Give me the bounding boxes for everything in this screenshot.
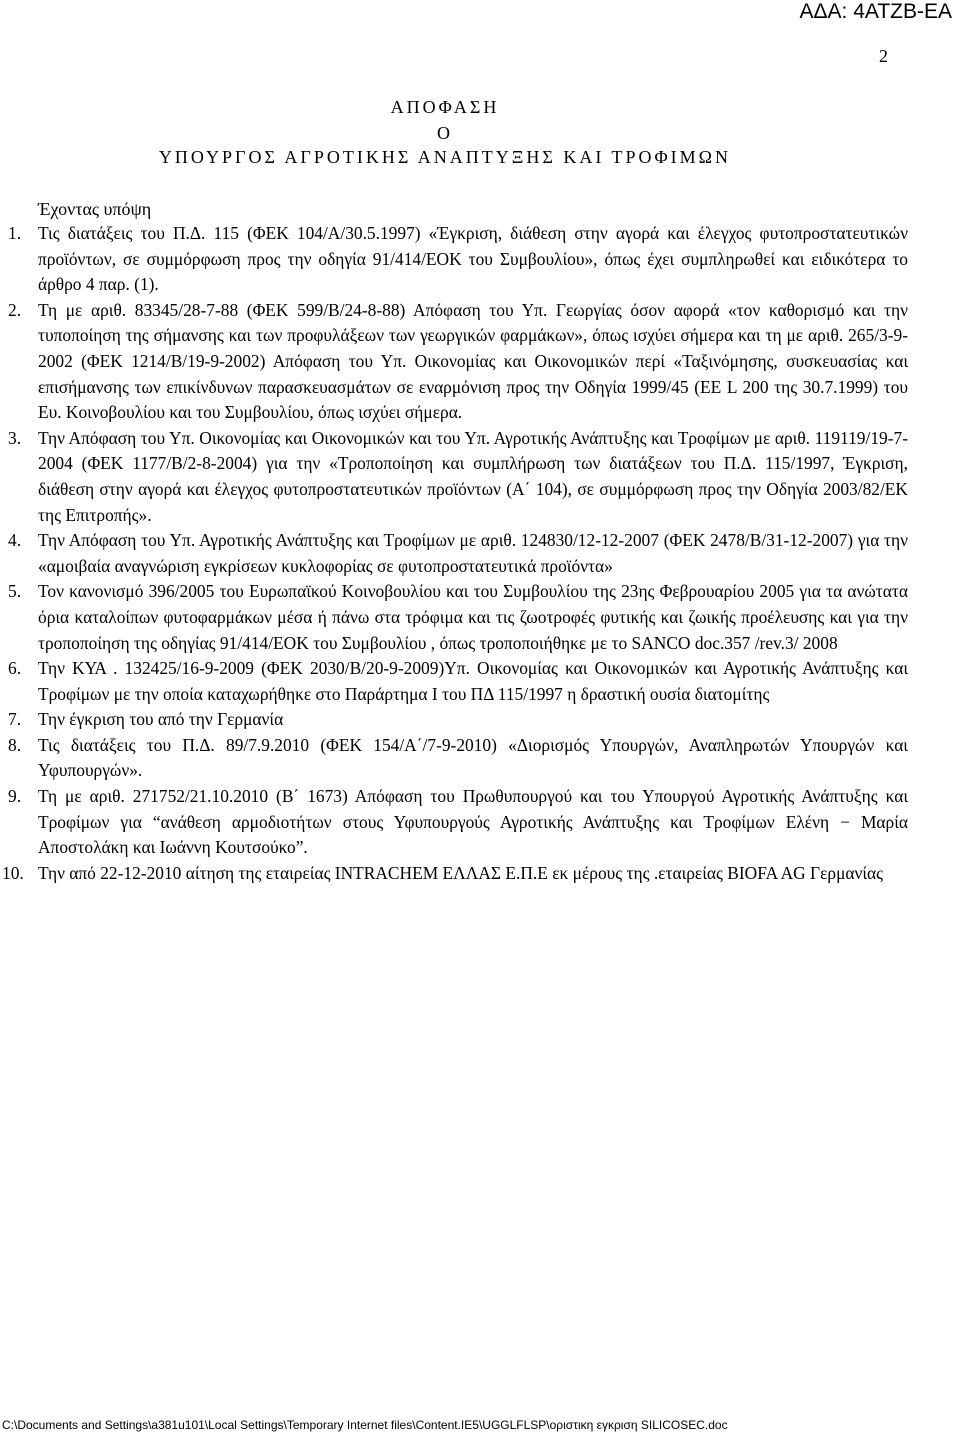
page-number: 2: [879, 46, 888, 66]
item-text: Την ΚΥΑ . 132425/16-9-2009 (ΦΕΚ 2030/Β/20-9-2009)Υπ. Οικονομίας και Οικονομικών και Αγροτικής Ανάπτυξης και Τροφίμων με την οποία καταχωρήθηκε στο Παράρτημα Ι του ΠΔ 115/1997 η δραστική ουσία διατομίτης: [38, 658, 908, 704]
title-ministry: ΥΠΟΥΡΓΟΣ ΑΓΡΟΤΙΚΗΣ ΑΝΑΠΤΥΞΗΣ ΚΑΙ ΤΡΟΦΙΜΩΝ: [158, 147, 732, 167]
item-number: 6.: [8, 658, 22, 679]
list-item-7: [0, 707, 908, 733]
file-path-footer: C:\Documents and Settings\a381u101\Local Settings\Temporary Internet files\Content.IE5\UGGLFLSP\οριστικη εγκριση SILICOSEC.doc: [2, 1418, 728, 1432]
item-text: Τη με αριθ. 83345/28-7-88 (ΦΕΚ 599/Β/24-8-88) Απόφαση του Υπ. Γεωργίας όσον αφορά «τον καθορισμό και την τυποποίηση της σήμανσης και των προφυλάξεων των γεωργικών φαρμάκων», όπως ισχύει σήμερα και τη με αριθ. 265/3-9-2002 (ΦΕΚ 1214/Β/19-9-2002) Απόφαση του Υπ. Οικονομίας και Οικονομικών περί «Ταξινόμησης, συσκευασίας και επισήμανσης των επικίνδυνων παρασκευασμάτων σε εναρμόνιση προς την Οδηγία 1999/45 (ΕΕ L 200 της 30.7.1999) του Ευ. Κοινοβουλίου και του Συμβουλίου, όπως ισχύει σήμερα.: [38, 299, 908, 423]
list-item-4: [0, 528, 908, 579]
item-number: 10.: [2, 862, 24, 883]
item-number: 9.: [8, 786, 22, 807]
considerations-list: [0, 221, 908, 886]
item-text: Τις διατάξεις του Π.Δ. 89/7.9.2010 (ΦΕΚ 154/Α΄/7-9-2010) «Διορισμός Υπουργών, Αναπληρωτών Υπουργών και Υφυπουργών».: [38, 734, 908, 781]
item-number: 2.: [8, 299, 22, 320]
list-item-10: [0, 861, 908, 887]
item-text: Την από 22-12-2010 αίτηση της εταιρείας INTRACHEM ΕΛΛΑΣ Ε.Π.Ε εκ μέρους της .εταιρείας BIOFA AG Γερμανίας: [38, 862, 884, 883]
list-item-9: [0, 784, 908, 861]
list-item-2: [0, 298, 908, 426]
list-item-8: [0, 733, 908, 784]
intro-considering: Έχοντας υπόψη: [38, 199, 152, 219]
list-item-1: [0, 221, 908, 298]
item-text: Την Απόφαση του Υπ. Αγροτικής Ανάπτυξης και Τροφίμων με αριθ. 124830/12-12-2007 (ΦΕΚ 2478/Β/31-12-2007) για την «αμοιβαία αναγνώριση εγκρίσεων κυκλοφορίας σε φυτοπροστατευτικά προϊόντα»: [38, 530, 908, 576]
list-item-6: [0, 656, 908, 707]
item-number: 1.: [8, 223, 22, 243]
ada-code: ΑΔΑ: 4ΑΤΖΒ-ΕΑ: [799, 0, 952, 23]
item-text: Τον κανονισμό 396/2005 του Ευρωπαϊκού Κοινοβουλίου και του Συμβουλίου της 23ης Φεβρουαρίου 2005 για τα ανώτατα όρια καταλοίπων φυτοφαρμάκων μέσα ή πάνω στα τρόφιμα και τις ζωοτροφές φυτικής και ζωικής προέλευσης και για την τροποποίηση της οδηγίας 91/414/ΕΟΚ του Συμβουλίου , όπως τροποποιήθηκε με το SANCO doc.357 /rev.3/ 2008: [38, 581, 908, 653]
item-number: 8.: [8, 734, 22, 755]
item-text: Τη με αριθ. 271752/21.10.2010 (Β΄ 1673) Απόφαση του Πρωθυπουργού και του Υπουργού Αγροτικής Ανάπτυξης και Τροφίμων για “ανάθεση αρμοδιοτήτων στους Υφυπουργούς Αγροτικής Ανάπτυξης και Τροφίμων Ελένη − Μαρία Αποστολάκη και Ιωάννη Κουτσούκο”.: [38, 786, 908, 858]
item-number: 3.: [8, 427, 22, 448]
item-text: Την έγκριση του από την Γερμανία: [38, 709, 284, 730]
item-number: 7.: [8, 709, 22, 730]
title-the: Ο: [437, 123, 453, 143]
item-text: Τις διατάξεις του Π.Δ. 115 (ΦΕΚ 104/Α/30.5.1997) «Έγκριση, διάθεση στην αγορά και έλεγχος φυτοπροστατευτικών προϊόντων, σε συμμόρφωση προς την οδηγία 91/414/ΕΟΚ του Συμβουλίου», όπως έχει συμπληρωθεί και ειδικότερα το άρθρο 4 παρ. (1).: [38, 223, 908, 295]
list-item-5: [0, 579, 908, 656]
list-item-3: [0, 426, 908, 528]
item-number: 4.: [8, 530, 22, 551]
item-number: 5.: [8, 581, 22, 602]
item-text: Την Απόφαση του Υπ. Οικονομίας και Οικονομικών και του Υπ. Αγροτικής Ανάπτυξης και Τροφίμων με αριθ. 119119/19-7-2004 (ΦΕΚ 1177/Β/2-8-2004) για την «Τροποποίηση και συμπλήρωση των διατάξεων του Π.Δ. 115/1997, Έγκριση, διάθεση στην αγορά και έλεγχος φυτοπροστατευτικών προϊόντων (Α΄ 104), σε συμμόρφωση προς την Οδηγία 2003/82/ΕΚ της Επιτροπής».: [38, 427, 908, 525]
title-decision: ΑΠΟΦΑΣΗ: [390, 97, 500, 117]
